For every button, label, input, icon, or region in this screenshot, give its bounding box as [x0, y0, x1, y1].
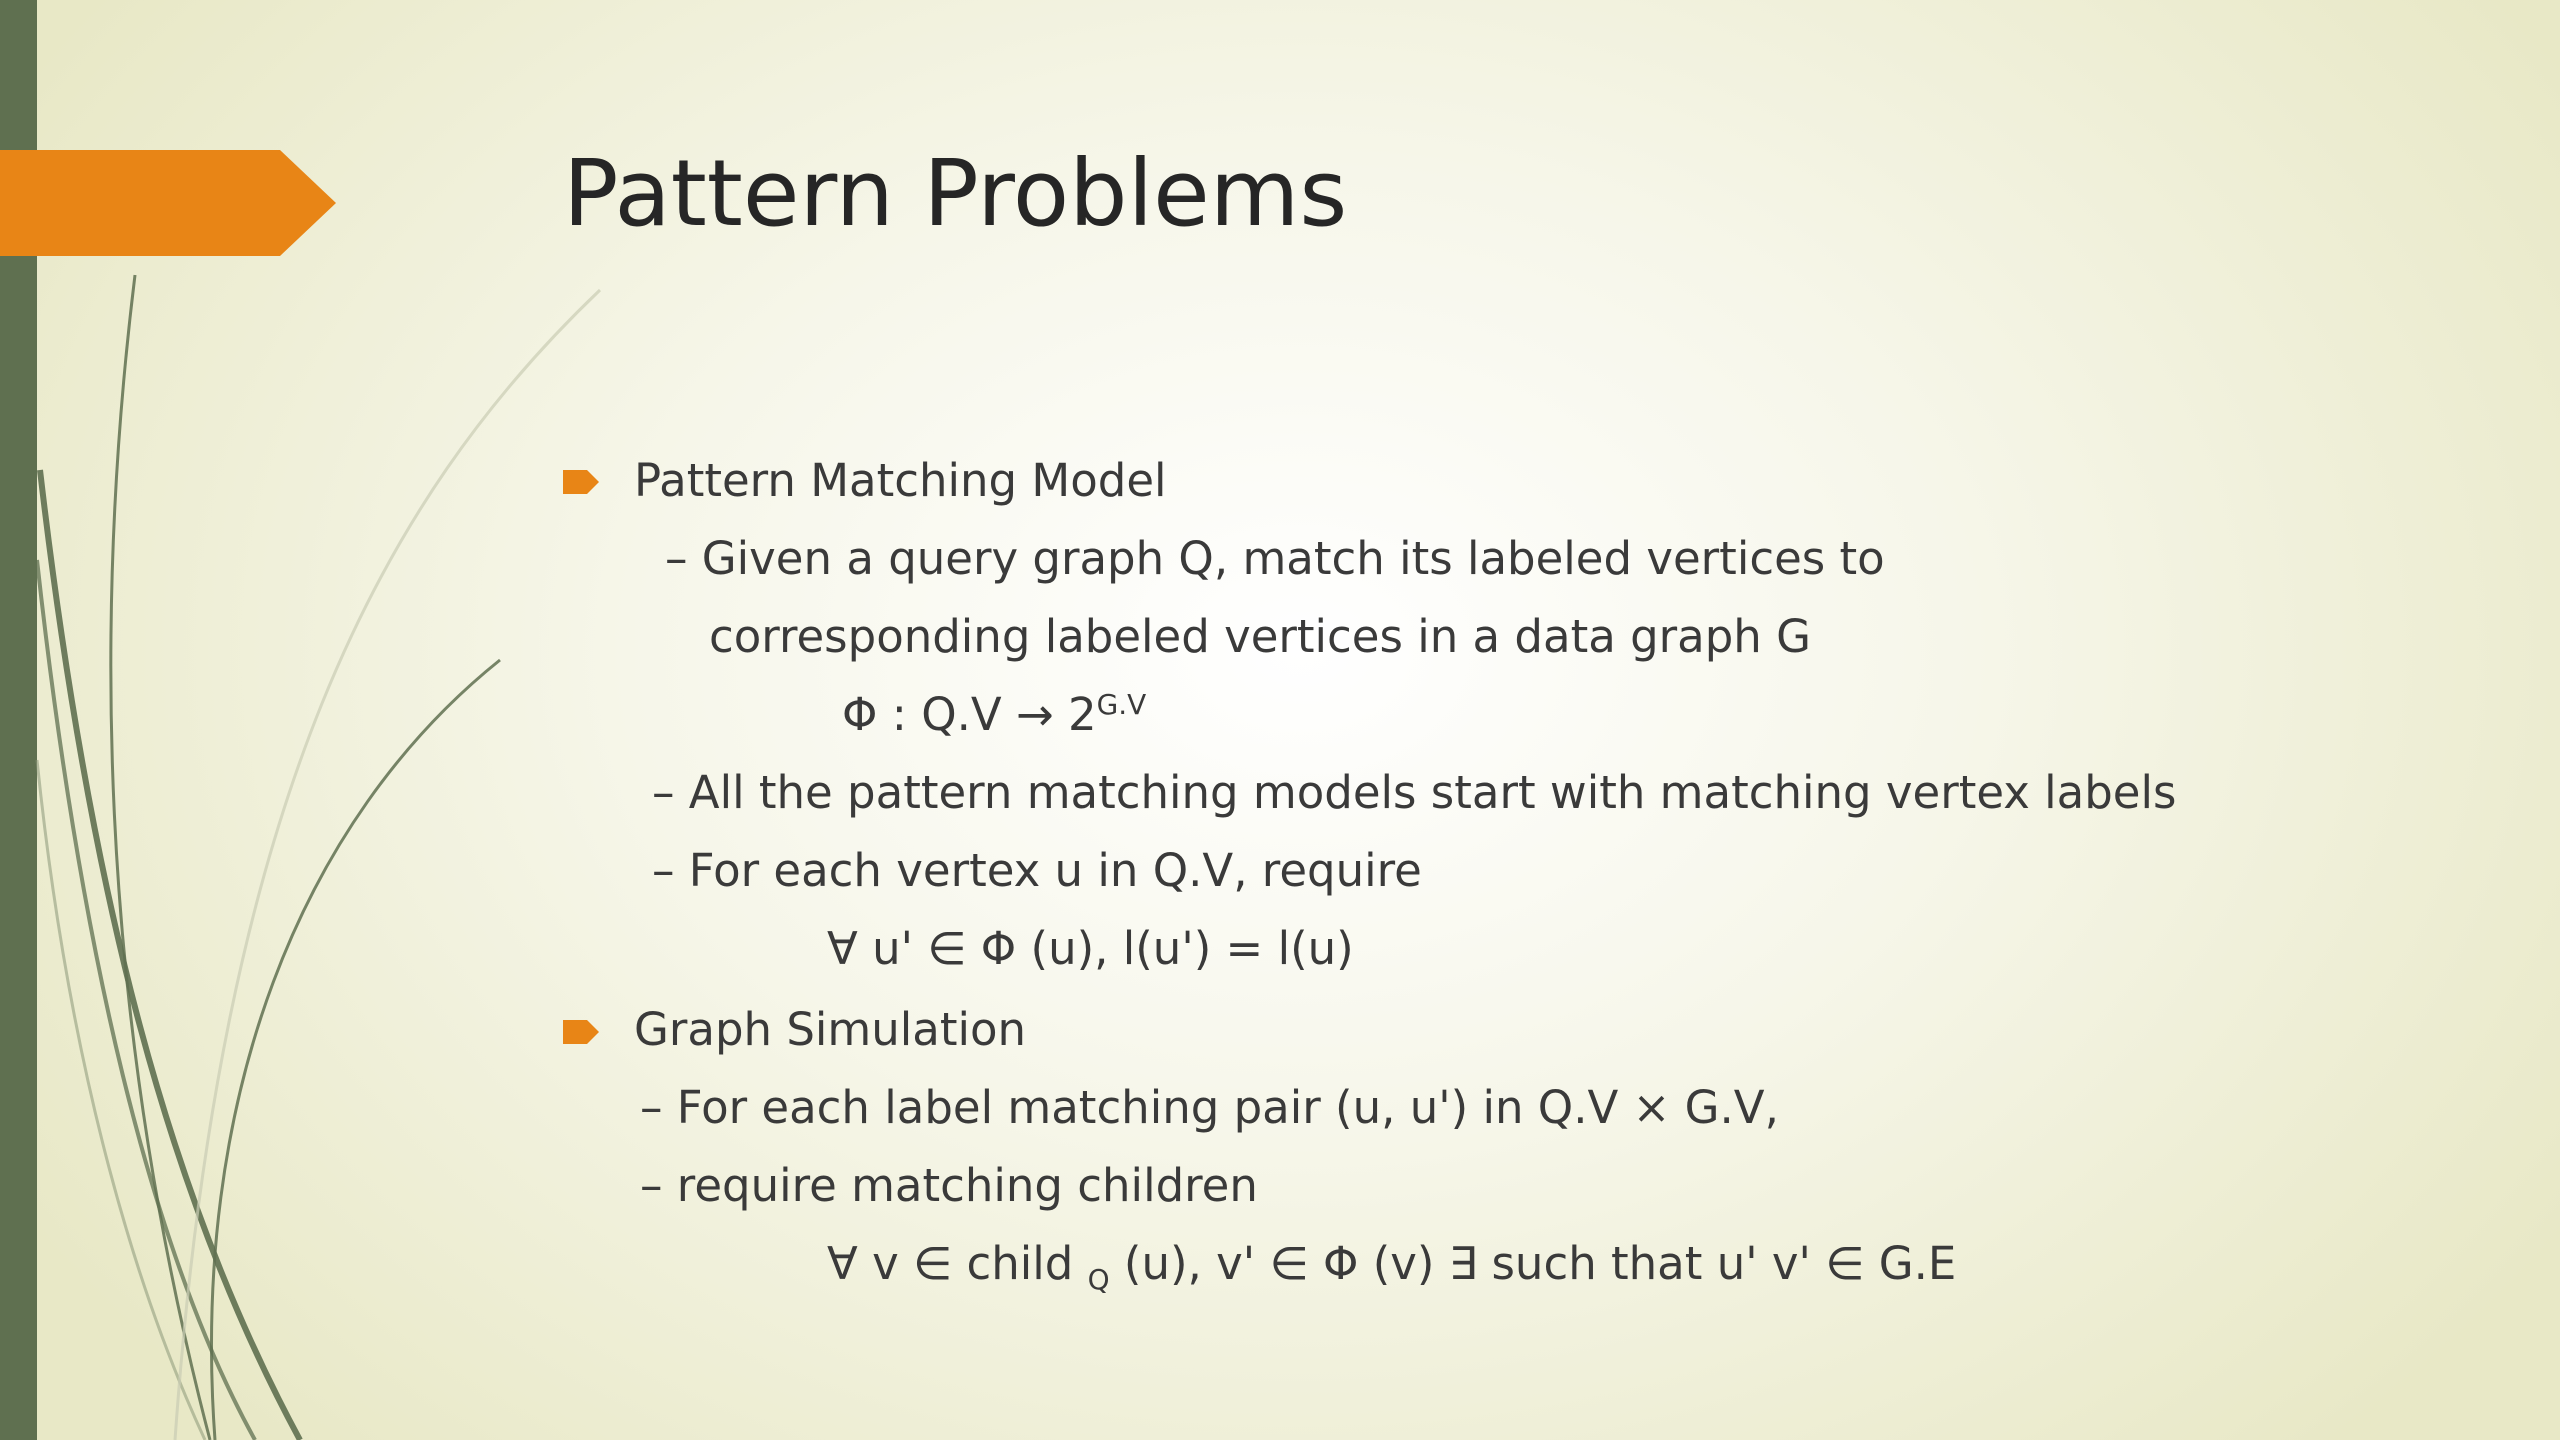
formula-pre: ∀ v ∈ child	[827, 1237, 1088, 1290]
section-heading-pattern-matching: Pattern Matching Model	[634, 454, 1167, 507]
slide-title: Pattern Problems	[563, 140, 1348, 247]
text-line: – Given a query graph Q, match its labeled vertices to	[665, 532, 1885, 585]
text-line: – For each label matching pair (u, u') in Q.V × G.V,	[640, 1081, 1779, 1134]
formula-superscript: G.V	[1096, 688, 1147, 721]
formula-main: Φ : Q.V → 2	[842, 688, 1097, 741]
formula-child-condition	[827, 1237, 1956, 1296]
text-line: – require matching children	[640, 1159, 1258, 1212]
formula-subscript: Q	[1087, 1263, 1110, 1296]
formula-label-condition: ∀ u' ∈ Φ (u), l(u') = l(u)	[827, 922, 1354, 975]
text-line: – For each vertex u in Q.V, require	[652, 844, 1422, 897]
formula-post: (u), v' ∈ Φ (v) ∃ such that u' v' ∈ G.E	[1109, 1237, 1957, 1290]
text-line: – All the pattern matching models start with matching vertex labels	[652, 766, 2177, 819]
section-heading-graph-simulation: Graph Simulation	[634, 1003, 1027, 1056]
text-line: corresponding labeled vertices in a data graph G	[709, 610, 1811, 663]
formula-phi-mapping	[842, 688, 1146, 742]
title-arrow-banner	[0, 150, 336, 256]
